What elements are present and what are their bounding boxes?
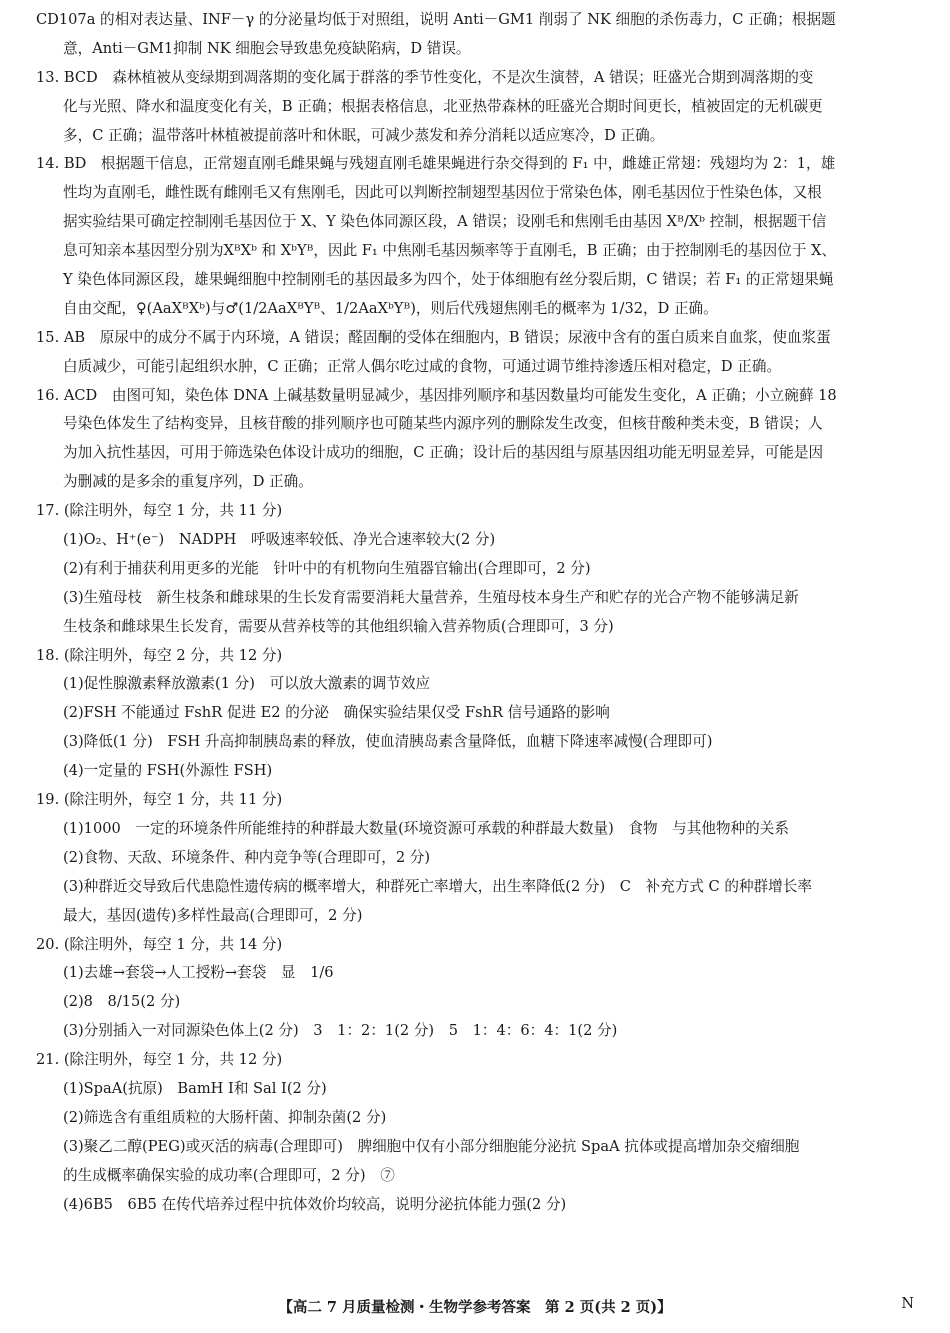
line-13: 16. ACD 由图可知，染色体 DNA 上碱基数量明显减少，基因排列顺序和基因数量均可能发生变化，A 正确；小立碗藓 18 (36, 386, 837, 404)
page-footer (0, 1296, 950, 1320)
footer-title: 【高二 7 月质量检测・生物学参考答案 第 2 页(共 2 页)】 (278, 1299, 672, 1316)
line-29: (2)食物、天敌、环境条件、种内竞争等(合理即可，2 分) (63, 848, 431, 866)
line-31: 最大，基因(遗传)多样性最高(合理即可，2 分) (63, 906, 363, 924)
line-1: 意，Anti－GM1抑制 NK 细胞会导致患免疫缺陷病，D 错误。 (63, 39, 471, 57)
line-34: (2)8 8/15(2 分) (63, 993, 181, 1011)
footer-code: N (901, 1296, 914, 1312)
line-7: 据实验结果可确定控制刚毛基因位于 X、Y 染色体同源区段，A 错误；设刚毛和焦刚毛由基因 Xᴮ/Xᵇ 控制，根据题干信 (63, 213, 827, 231)
line-6: 性均为直刚毛，雌性既有雌刚毛又有焦刚毛，因此可以判断控制翅型基因位于常染色体，刚毛基因位于性染色体，又根 (63, 184, 822, 202)
line-14: 号染色体发生了结构变异，且核苷酸的排列顺序也可随某些内源序列的删除发生改变，但核苷酸种类未变，B 错误；人 (63, 415, 823, 433)
line-15: 为加入抗性基因，可用于筛选染色体设计成功的细胞，C 正确；设计后的基因组与原基因组功能无明显差异，可能是因 (63, 444, 824, 462)
line-40: 的生成概率确保实验的成功率(合理即可，2 分) ⑦ (63, 1166, 395, 1184)
line-8: 息可知亲本基因型分别为XᴮXᵇ 和 XᵇYᴮ，因此 F₁ 中焦刚毛基因频率等于直刚毛，B 正确；由于控制刚毛的基因位于 X、 (63, 242, 837, 260)
line-11: 15. AB 原尿中的成分不属于内环境，A 错误；醛固酮的受体在细胞内，B 错误；尿液中含有的蛋白质来自血浆，使血浆蛋 (36, 328, 831, 346)
line-20: (3)生殖母枝 新生枝条和雌球果的生长发育需要消耗大量营养，生殖母枝本身生产和贮存的光合产物不能够满足新 (63, 588, 799, 606)
line-32: 20. (除注明外，每空 1 分，共 14 分) (36, 935, 283, 953)
line-5: 14. BD 根据题干信息，正常翅直刚毛雌果蝇与残翅直刚毛雄果蝇进行杂交得到的 F₁ 中，雌雄正常翅：残翅均为 2：1，雄 (36, 155, 836, 173)
line-10: 自由交配，♀(AaXᴮXᵇ)与♂(1/2AaXᴮYᴮ、1/2AaXᵇYᴮ)，则后代残翅焦刚毛的概率为 1/32，D 正确。 (63, 299, 718, 317)
line-17: 17. (除注明外，每空 1 分，共 11 分) (36, 502, 283, 520)
answer-content (36, 6, 918, 1219)
line-3: 化与光照、降水和温度变化有关，B 正确；根据表格信息，北亚热带森林的旺盛光合期时间更长，植被固定的无机碳更 (63, 97, 823, 115)
line-35: (3)分别插入一对同源染色体上(2 分) 3 1：2：1(2 分) 5 1：4：6：4：1(2 分) (63, 1022, 618, 1040)
line-25: (3)降低(1 分) FSH 升高抑制胰岛素的释放，使血清胰岛素含量降低，血糖下降速率减慢(合理即可) (63, 733, 713, 751)
line-41: (4)6B5 6B5 在传代培养过程中抗体效价均较高，说明分泌抗体能力强(2 分) (63, 1195, 567, 1213)
line-22: 18. (除注明外，每空 2 分，共 12 分) (36, 646, 283, 664)
line-36: 21. (除注明外，每空 1 分，共 12 分) (36, 1051, 283, 1069)
line-0: CD107a 的相对表达量、INF－γ 的分泌量均低于对照组，说明 Anti－GM1 削弱了 NK 细胞的杀伤毒力，C 正确；根据题 (36, 11, 836, 28)
line-30: (3)种群近交导致后代患隐性遗传病的概率增大，种群死亡率增大，出生率降低(2 分) C 补充方式 C 的种群增长率 (63, 877, 812, 895)
line-9: Y 染色体同源区段，雄果蝇细胞中控制刚毛的基因最多为四个，处于体细胞有丝分裂后期，C 错误；若 F₁ 的正常翅果蝇 (63, 271, 834, 289)
line-37: (1)SpaA(抗原) BamH Ⅰ和 Sal Ⅰ(2 分) (63, 1079, 327, 1097)
line-28: (1)1000 一定的环境条件所能维持的种群最大数量(环境资源可承载的种群最大数量) 食物 与其他物种的关系 (63, 819, 789, 837)
line-16: 为删减的是多余的重复序列，D 正确。 (63, 473, 313, 491)
line-21: 生枝条和雌球果生长发育，需要从营养枝等的其他组织输入营养物质(合理即可，3 分) (63, 617, 614, 635)
line-2: 13. BCD 森林植被从变绿期到凋落期的变化属于群落的季节性变化，不是次生演替，A 错误；旺盛光合期到凋落期的变 (36, 68, 814, 86)
line-18: (1)O₂、H⁺(e⁻) NADPH 呼吸速率较低、净光合速率较大(2 分) (63, 531, 496, 549)
line-24: (2)FSH 不能通过 FshR 促进 E2 的分泌 确保实验结果仅受 FshR 信号通路的影响 (63, 704, 610, 722)
line-39: (3)聚乙二醇(PEG)或灭活的病毒(合理即可) 脾细胞中仅有小部分细胞能分泌抗 SpaA 抗体或提高增加杂交瘤细胞 (63, 1137, 800, 1155)
line-33: (1)去雄→套袋→人工授粉→套袋 显 1/6 (63, 964, 334, 982)
line-38: (2)筛选含有重组质粒的大肠杆菌、抑制杂菌(2 分) (63, 1108, 387, 1126)
line-4: 多，C 正确；温带落叶林植被提前落叶和休眠，可减少蒸发和养分消耗以适应寒冷，D 正确。 (63, 126, 665, 144)
line-12: 白质减少，可能引起组织水肿，C 正确；正常人偶尔吃过咸的食物，可通过调节维持渗透压相对稳定，D 正确。 (63, 357, 782, 375)
line-27: 19. (除注明外，每空 1 分，共 11 分) (36, 791, 283, 809)
line-23: (1)促性腺激素释放激素(1 分) 可以放大激素的调节效应 (63, 675, 431, 693)
line-19: (2)有利于捕获利用更多的光能 针叶中的有机物向生殖器官输出(合理即可，2 分) (63, 559, 591, 577)
line-26: (4)一定量的 FSH(外源性 FSH) (63, 762, 273, 780)
